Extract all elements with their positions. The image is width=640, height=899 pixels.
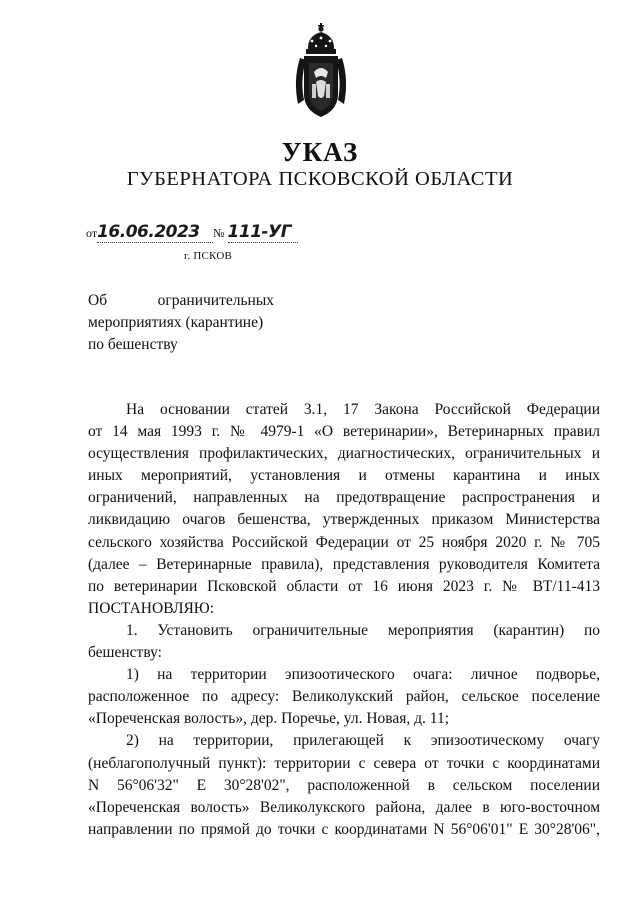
body-line: «Пореченская волость» Великолукского района, далее в юго-восточном: [88, 798, 600, 816]
body-line: расположенное по адресу: Великолукский район, сельское поселение: [88, 688, 600, 706]
body-line: «Пореченская волость», дер. Поречье, ул. Новая, д. 11;: [88, 710, 450, 728]
body-line: 1. Установить ограничительные мероприятия (карантин) по: [126, 621, 600, 639]
shield-icon: [304, 56, 338, 117]
body-line: направлении по прямой до точки с координатами N 56°06'01" E 30°28'06",: [88, 820, 600, 838]
decree-title: УКАЗ: [281, 137, 359, 167]
document-date-number-line: [86, 222, 298, 243]
body-line: ограничений, направленных на предотвращение распространения и: [88, 489, 600, 507]
body-line: осуществления профилактических, диагностических, ограничительных и: [88, 445, 600, 463]
body-line: по ветеринарии Псковской области от 16 июня 2023 г. № ВТ/11-413: [88, 577, 600, 595]
subject-line: по бешенству: [88, 336, 178, 353]
document-number: 111-УГ: [228, 222, 298, 243]
body-line: бешенству:: [88, 644, 162, 662]
subject-line: мероприятиях (карантине): [88, 314, 264, 331]
decree-subject: [88, 290, 274, 356]
number-label: №: [213, 226, 225, 240]
body-line: от 14 мая 1993 г. № 4979-1 «О ветеринарии», Ветеринарных правил: [88, 423, 600, 441]
body-line: иных мероприятий, установления и отмены карантина и иных: [88, 467, 600, 485]
body-line: ПОСТАНОВЛЯЮ:: [88, 599, 215, 617]
body-line: N 56°06'32" E 30°28'02", расположенной в сельском поселении: [88, 776, 600, 794]
subject-line: Об ограничительных: [88, 292, 274, 309]
document-date: 16.06.2023: [97, 222, 213, 243]
city-label: г. ПСКОВ: [184, 250, 232, 262]
coat-of-arms-emblem: [290, 20, 352, 120]
body-line: сельского хозяйства Российской Федерации от 25 ноября 2020 г. № 705: [88, 533, 600, 551]
body-line: На основании статей 3.1, 17 Закона Российской Федерации: [126, 401, 600, 418]
body-line: 2) на территории, прилегающей к эпизоотическому очагу: [126, 732, 600, 750]
body-line: ликвидацию очагов бешенства, утвержденных приказом Министерства: [88, 511, 600, 529]
from-label: от: [86, 226, 98, 240]
crown-icon: [306, 23, 336, 54]
body-line: (далее – Ветеринарные правила), представления руководителя Комитета: [88, 555, 600, 573]
body-line: 1) на территории эпизоотического очага: личное подворье,: [126, 666, 600, 684]
body-line: (неблагополучный пункт): территории с севера от точки с координатами: [88, 754, 600, 772]
decree-subtitle: ГУБЕРНАТОРА ПСКОВСКОЙ ОБЛАСТИ: [126, 168, 514, 190]
decree-body: [88, 399, 600, 841]
